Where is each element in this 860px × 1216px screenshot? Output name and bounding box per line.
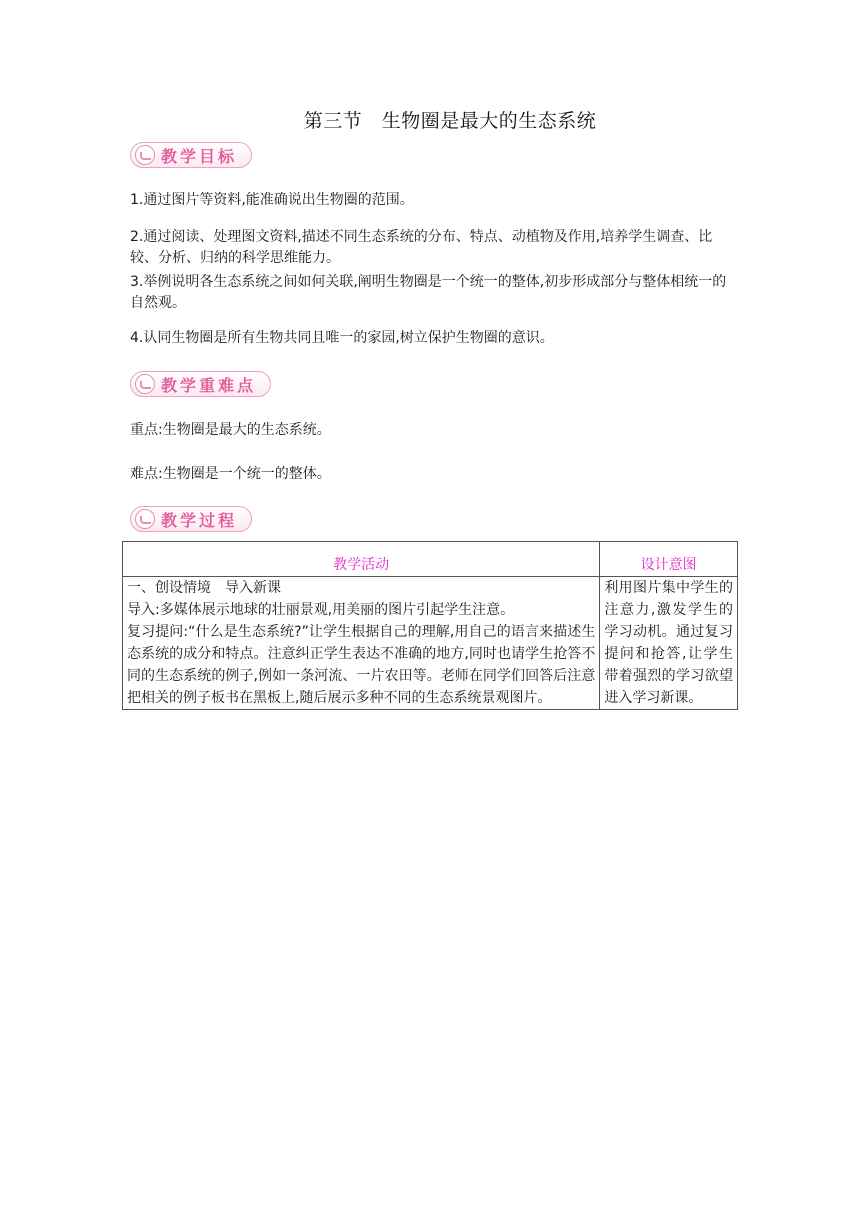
keypoint-difficult: 难点:生物圈是一个统一的整体。 (130, 466, 331, 482)
hand-ribbon-icon (135, 374, 155, 394)
objective-item-2: 2.通过阅读、处理图文资料,描述不同生态系统的分布、特点、动植物及作用,培养学生调查、比较、分析、归纳的科学思维能力。 (130, 229, 713, 266)
page-title: 第三节 生物圈是最大的生态系统 (303, 110, 597, 132)
section-heading-objectives: 教学目标 (161, 146, 238, 166)
table-header-intent: 设计意图 (600, 542, 738, 577)
table-header-row (123, 542, 738, 577)
keypoint-key: 重点:生物圈是最大的生态系统。 (130, 422, 331, 438)
section-badge-keypoints (130, 371, 271, 397)
intent-cell (600, 577, 738, 710)
hand-ribbon-icon (135, 509, 155, 529)
objective-item-3: 3.举例说明各生态系统之间如何关联,阐明生物圈是一个统一的整体,初步形成部分与整体相统一的自然观。 (130, 274, 727, 311)
process-table (122, 541, 738, 710)
intent-text: 利用图片集中学生的注意力,激发学生的学习动机。通过复习提问和抢答,让学生带着强烈的学习欲望进入学习新课。 (604, 580, 733, 706)
objective-item-4: 4.认同生物圈是所有生物共同且唯一的家园,树立保护生物圈的意识。 (130, 330, 554, 346)
table-row (123, 577, 738, 710)
section-badge-objectives (130, 142, 252, 168)
table-header-activity: 教学活动 (123, 542, 600, 577)
activity-review: 复习提问:“什么是生态系统?”让学生根据自己的理解,用自己的语言来描述生态系统的成分和特点。注意纠正学生表达不准确的地方,同时也请学生抢答不同的生态系统的例子,例如一条河流、一片农田等。老师在同学们回答后注意把相关的例子板书在黑板上,随后展示多种不同的生态系统景观图片。 (127, 624, 596, 706)
hand-ribbon-icon (135, 145, 155, 165)
section-heading-process: 教学过程 (161, 510, 238, 530)
activity-step-heading: 一、创设情境 导入新课 (127, 580, 281, 596)
activity-intro: 导入:多媒体展示地球的壮丽景观,用美丽的图片引起学生注意。 (127, 602, 515, 618)
activity-cell (123, 577, 600, 710)
objective-item-1: 1.通过图片等资料,能准确说出生物圈的范围。 (130, 192, 414, 208)
section-heading-keypoints: 教学重难点 (161, 375, 257, 395)
section-badge-process (130, 506, 252, 532)
